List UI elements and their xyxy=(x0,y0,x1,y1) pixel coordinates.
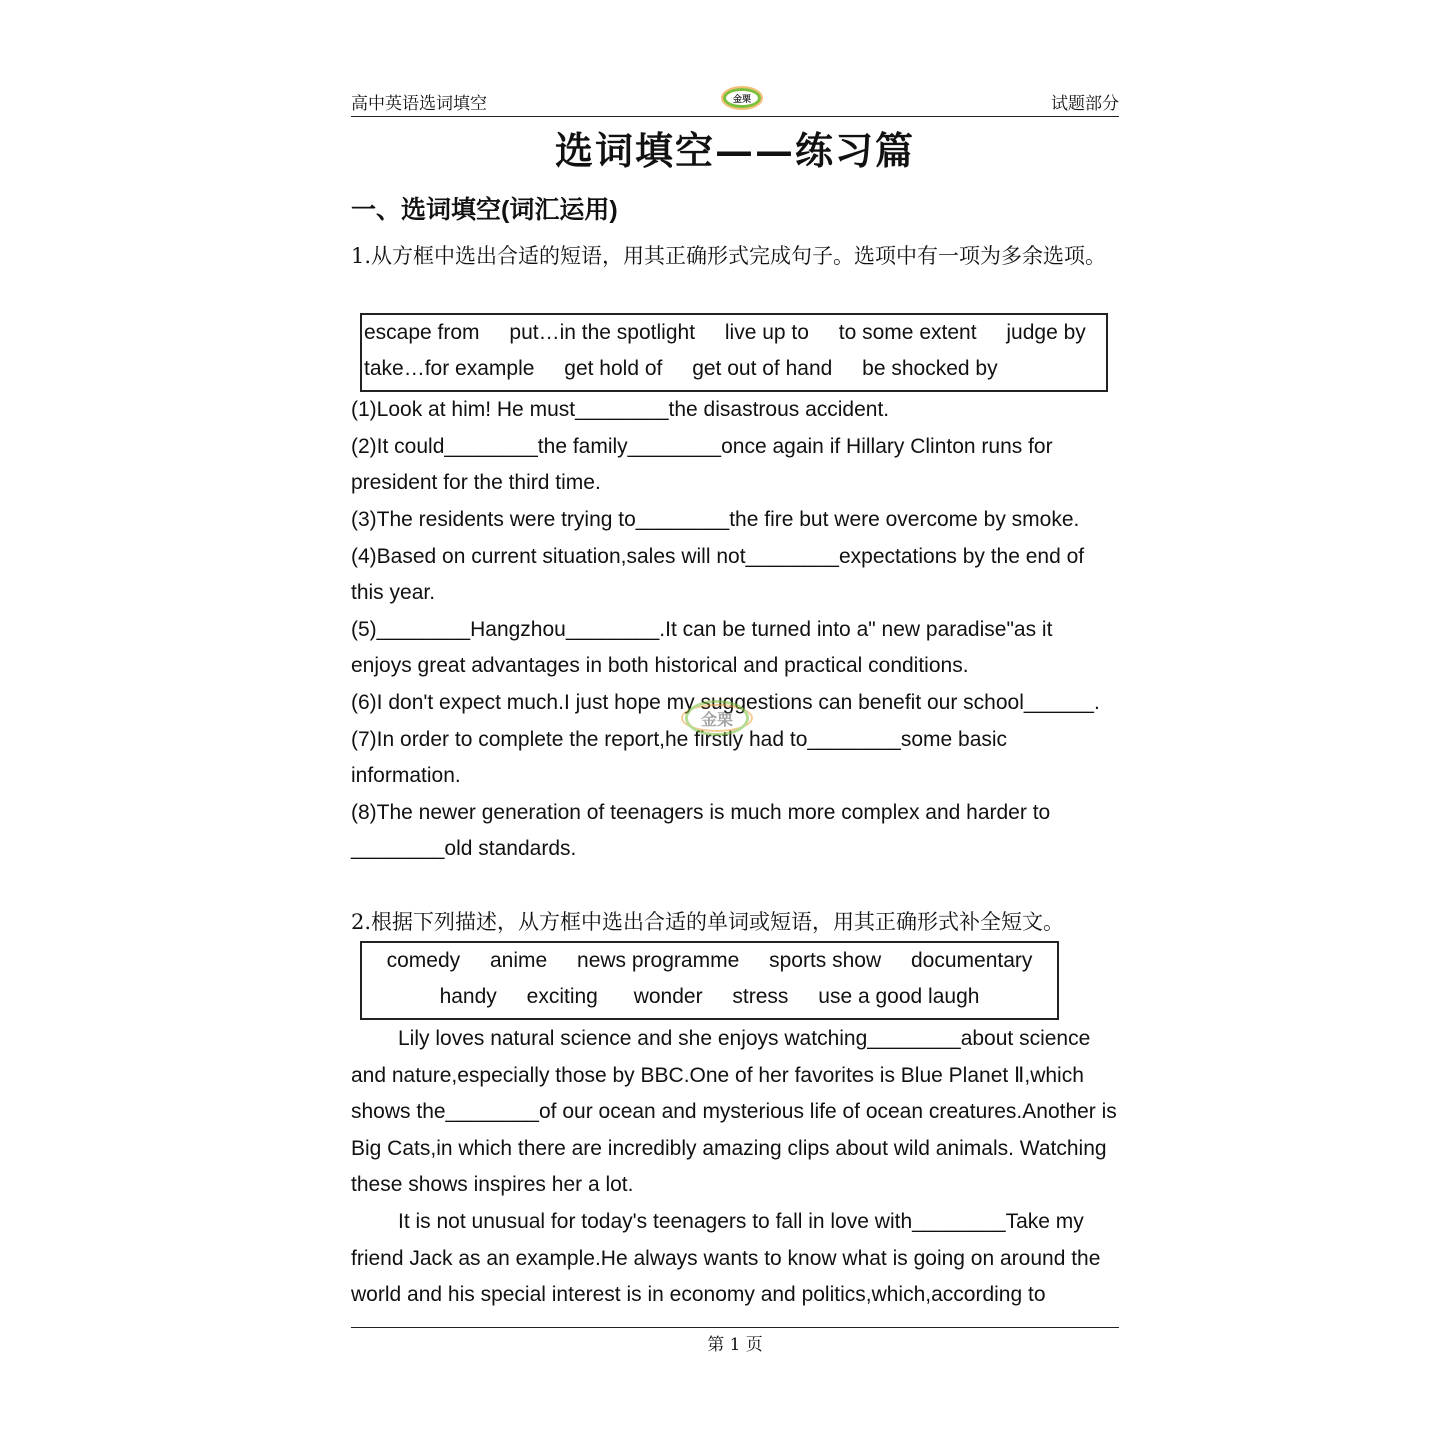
box-word: anime xyxy=(489,949,548,972)
q1-line: (3)The residents were trying to________the fire but were overcome by smoke. xyxy=(351,508,1080,531)
q1-line: (6)I don't expect much.I just hope my suggestions can benefit our school______. xyxy=(351,691,1100,714)
page-title: 选词填空——练习篇 xyxy=(554,128,915,173)
box-word: documentary xyxy=(910,949,1033,972)
box-word: use a good laugh xyxy=(818,985,980,1008)
box-phrase: take…for example xyxy=(364,357,535,380)
q2-paragraph-2: It is not unusual for today's teenagers to fall in love with________Take my friend Jack as an example.He always wants to know what is going on around the world and his special interest is in economy and politics,which,according to xyxy=(351,1210,1101,1306)
box-word: handy xyxy=(439,985,497,1008)
box-phrase: get out of hand xyxy=(692,357,833,380)
page-number: 第 1 页 xyxy=(707,1335,763,1355)
header-right: 试题部分 xyxy=(1051,94,1119,113)
box-phrase: live up to xyxy=(724,321,809,344)
box-phrase: judge by xyxy=(1006,321,1086,344)
q2-instruction: 2.根据下列描述，从方框中选出合适的单词或短语，用其正确形式补全短文。 xyxy=(351,910,1065,934)
q1-line: information. xyxy=(351,764,461,787)
q1-box-row-2 xyxy=(364,351,1106,387)
header-left: 高中英语选词填空 xyxy=(351,94,487,113)
page-header xyxy=(351,88,1119,117)
q1-line: enjoys great advantages in both historical and practical conditions. xyxy=(351,654,969,677)
q1-line: (1)Look at him! He must________the disastrous accident. xyxy=(351,398,890,421)
box-phrase: get hold of xyxy=(564,357,663,380)
q1-line: (8)The newer generation of teenagers is much more complex and harder to xyxy=(351,801,1051,824)
q1-line: president for the third time. xyxy=(351,471,601,494)
box-phrase: escape from xyxy=(364,321,480,344)
q1-line: (5)________Hangzhou________.It can be turned into a" new paradise"as it xyxy=(351,618,1053,641)
q2-box-row-2 xyxy=(362,979,1057,1015)
q1-line: ________old standards. xyxy=(351,837,577,860)
section-heading: 一、选词填空(词汇运用) xyxy=(351,196,618,224)
box-word: comedy xyxy=(386,949,461,972)
box-word: exciting xyxy=(526,985,598,1008)
footer-rule xyxy=(351,1327,1119,1328)
q2-box-row-1 xyxy=(362,943,1057,979)
box-phrase: be shocked by xyxy=(862,357,998,380)
q1-line: (7)In order to complete the report,he firstly had to________some basic xyxy=(351,728,1008,751)
box-phrase: to some extent xyxy=(838,321,977,344)
q1-box-row-1 xyxy=(364,315,1106,351)
watermark-logo-icon: 金栗 xyxy=(685,700,749,736)
q1-line: (4)Based on current situation,sales will not________expectations by the end of xyxy=(351,545,1085,568)
logo-icon: 金栗 xyxy=(723,88,761,108)
q1-instruction: 1.从方框中选出合适的短语，用其正确形式完成句子。选项中有一项为多余选项。 xyxy=(351,244,1107,268)
box-word: sports show xyxy=(769,949,882,972)
q1-word-box xyxy=(360,313,1108,392)
box-phrase: put…in the spotlight xyxy=(509,321,696,344)
box-word: stress xyxy=(732,985,789,1008)
box-word: wonder xyxy=(633,985,703,1008)
box-word: news programme xyxy=(577,949,740,972)
q2-paragraph-1: Lily loves natural science and she enjoys watching________about science and nature,especially those by BBC.One of her favorites is Blue Planet Ⅱ,which shows the________of our ocean and mysterious life of ocean creatures.Another is Big Cats,in which there are incredibly amazing clips about wild animals. Watching these shows inspires her a lot. xyxy=(351,1027,1117,1196)
q1-line: (2)It could________the family________once again if Hillary Clinton runs for xyxy=(351,435,1053,458)
q1-line: this year. xyxy=(351,581,436,604)
q2-word-box xyxy=(360,941,1059,1020)
